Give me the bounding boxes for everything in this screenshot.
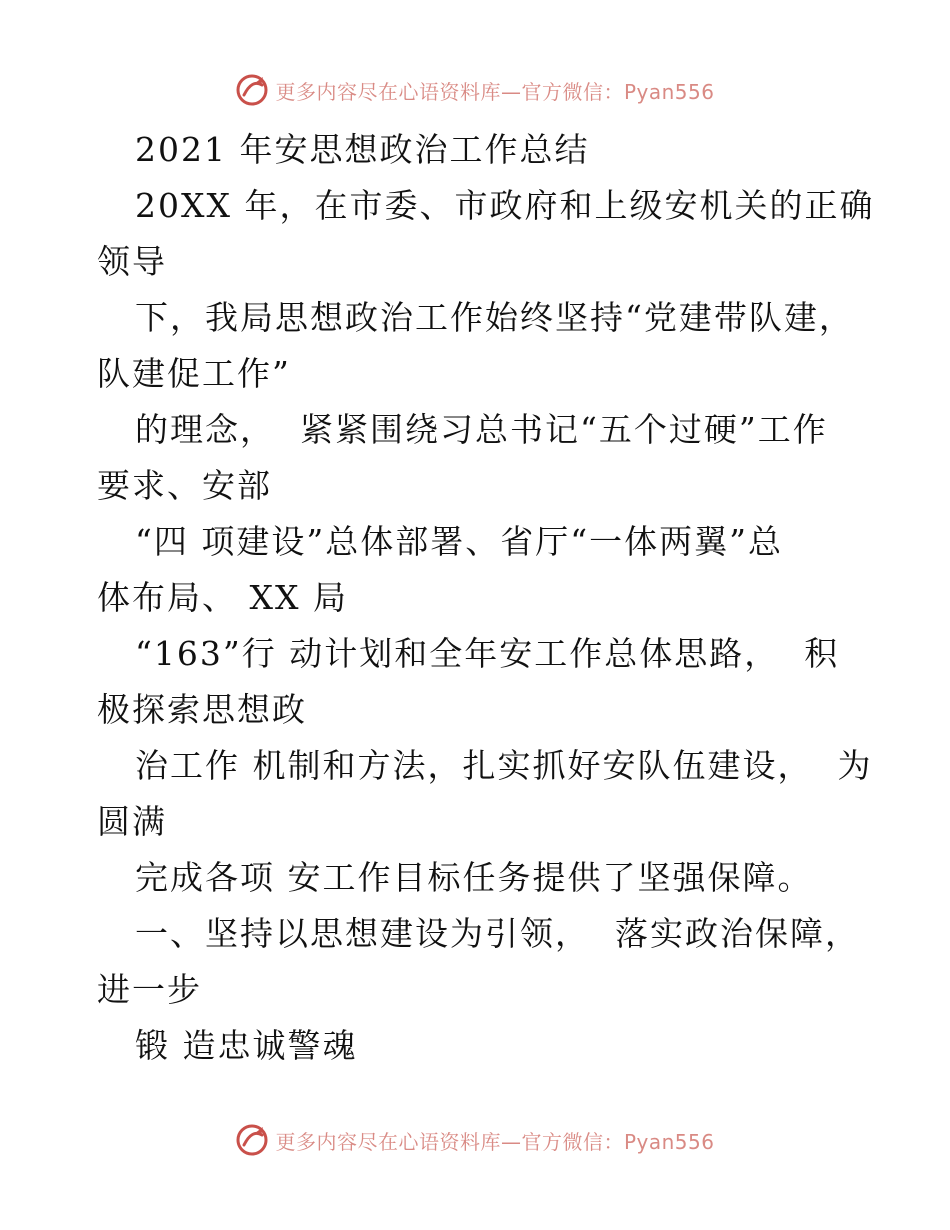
- document-body: [97, 122, 875, 1074]
- text-line: 20XX 年，在市委、市政府和上级安机关的正确: [135, 186, 875, 225]
- text-line: 锻 造忠诚警魂: [135, 1026, 358, 1065]
- brand-logo-icon: [235, 73, 269, 107]
- text-line: 极探索思想政: [97, 690, 307, 729]
- text-line: 圆满: [97, 802, 167, 841]
- watermark-text: 更多内容尽在心语资料库—官方微信：Pyan556: [275, 1129, 715, 1154]
- text-line: 2021 年安思想政治工作总结: [135, 130, 590, 169]
- text-line: 要求、安部: [97, 466, 272, 505]
- text-line: 的理念， 紧紧围绕习总书记“五个过硬”工作: [135, 410, 828, 449]
- text-line: 完成各项 安工作目标任务提供了坚强保障。: [135, 858, 813, 897]
- brand-logo-icon: [235, 1123, 269, 1157]
- text-line: “四 项建设”总体部署、省厅“一体两翼”总: [135, 522, 783, 561]
- text-line: 治工作 机制和方法，扎实抓好安队伍建设， 为: [135, 746, 873, 785]
- text-line: 进一步: [97, 970, 202, 1009]
- watermark-footer: [0, 1120, 950, 1160]
- text-line: “163”行 动计划和全年安工作总体思路， 积: [135, 634, 840, 673]
- watermark-header: [0, 70, 950, 110]
- text-line: 一、坚持以思想建设为引领， 落实政治保障，: [135, 914, 860, 953]
- watermark-text: 更多内容尽在心语资料库—官方微信：Pyan556: [275, 79, 715, 104]
- text-line: 体布局、 XX 局: [97, 578, 348, 617]
- text-line: 队建促工作”: [97, 354, 291, 393]
- text-line: 下，我局思想政治工作始终坚持“党建带队建，: [135, 298, 854, 337]
- text-line: 领导: [97, 242, 167, 281]
